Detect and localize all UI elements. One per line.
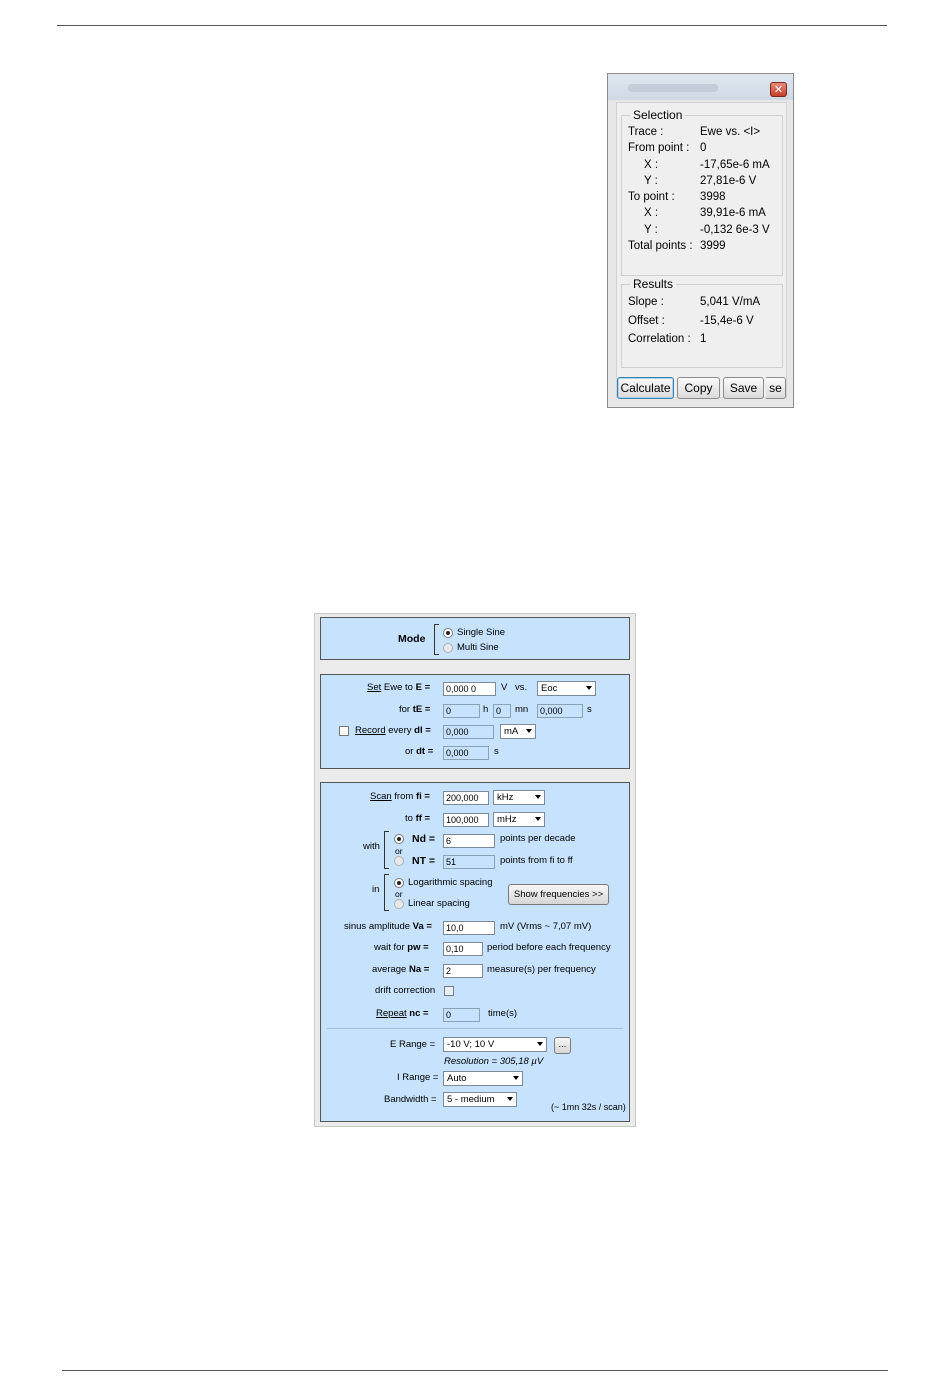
v-unit: V — [501, 682, 508, 693]
chevron-down-icon — [537, 1042, 543, 1046]
ff-unit-select[interactable]: mHz — [493, 812, 545, 827]
nt-input[interactable]: 51 — [443, 855, 495, 869]
correlation-label: Correlation : — [628, 333, 691, 345]
repeat-link[interactable]: Repeat — [376, 1008, 407, 1019]
correlation-value: 1 — [700, 333, 707, 345]
total-points-value: 3999 — [700, 240, 726, 252]
nd-desc: points per decade — [500, 833, 576, 844]
calculate-button[interactable]: Calculate — [617, 377, 674, 399]
or-label: or — [395, 846, 403, 856]
to-point-value: 3998 — [700, 191, 726, 203]
to-point-label: To point : — [628, 191, 675, 203]
va-unit: mV (Vrms ~ 7,07 mV) — [500, 921, 592, 932]
from-point-value: 0 — [700, 142, 707, 154]
bottom-rule — [62, 1370, 888, 1371]
resolution-text: Resolution = 305,18 µV — [444, 1056, 544, 1067]
nc-input[interactable]: 0 — [443, 1008, 480, 1022]
lin-spacing-radio[interactable] — [394, 899, 404, 909]
ff-input[interactable]: 100,000 — [443, 813, 489, 827]
minutes-input[interactable]: 0 — [493, 704, 511, 718]
set-link[interactable]: Set — [367, 682, 382, 693]
seconds-input[interactable]: 0,000 — [537, 704, 583, 718]
di-input[interactable]: 0,000 — [443, 725, 494, 739]
selection-legend: Selection — [630, 108, 685, 122]
chevron-down-icon — [586, 686, 592, 690]
reference-select[interactable]: Eoc — [537, 681, 596, 696]
set-potential-box: Set Ewe to E = 0,000 0 V vs. Eoc for tE = 0 h 0 mn 0,000 s Record every dI = 0,000 mA or dt = 0,000 s — [320, 674, 630, 769]
window-titlebar[interactable] — [608, 74, 793, 100]
bandwidth-label: Bandwidth = — [384, 1094, 437, 1105]
close-icon[interactable]: ✕ — [770, 82, 787, 97]
nc-unit: time(s) — [488, 1008, 518, 1019]
record-checkbox[interactable] — [339, 726, 349, 736]
di-unit-select[interactable]: mA — [500, 724, 536, 739]
i-range-select[interactable]: Auto — [443, 1071, 523, 1086]
e-range-label: E Range = — [390, 1039, 436, 1050]
log-spacing-label: Logarithmic spacing — [408, 877, 493, 888]
va-input[interactable]: 10,0 — [443, 921, 495, 935]
scan-link[interactable]: Scan — [370, 791, 392, 802]
scan-box: Scan from fi = 200,000 kHz to ff = 100,000 mHz with Nd = 6 points per decade or NT = 51 points from fi to ff in Logarithmic spacing or Linear spacing Show frequencies >> sinus amplitude Va = 10,0 mV (Vrms ~ 7,07 mV) wait for pw = 0,10 period before each frequency average Na = 2 measure(s) per frequency drift correction Repeat nc = 0 time(s) E Range = -10 V; 10 V ... Resolution = 305,18 µV I Range = Auto Bandwidth = 5 - medium (~ 1mn 32s / scan) — [320, 782, 630, 1122]
record-link[interactable]: Record — [355, 725, 386, 736]
dt-unit: s — [494, 746, 499, 757]
more-options-button[interactable]: ... — [554, 1037, 571, 1054]
mn-unit: mn — [515, 704, 529, 715]
offset-label: Offset : — [628, 315, 665, 327]
from-point-label: From point : — [628, 142, 690, 154]
chevron-down-icon — [507, 1097, 513, 1101]
lin-spacing-label: Linear spacing — [408, 898, 470, 909]
show-frequencies-button[interactable]: Show frequencies >> — [508, 884, 609, 905]
single-sine-radio[interactable] — [443, 628, 453, 638]
chevron-down-icon — [535, 817, 541, 821]
top-rule — [57, 25, 887, 26]
i-range-label: I Range = — [397, 1072, 439, 1083]
slope-value: 5,041 V/mA — [700, 296, 761, 308]
or-label: or — [395, 889, 403, 899]
divider — [327, 1028, 623, 1029]
nt-desc: points from fi to ff — [500, 855, 573, 866]
mode-label: Mode — [398, 633, 426, 645]
scan-duration-text: (~ 1mn 32s / scan) — [551, 1102, 626, 1112]
na-desc: measure(s) per frequency — [487, 964, 596, 975]
mode-box — [320, 617, 630, 660]
na-input[interactable]: 2 — [443, 964, 483, 978]
from-y-label: Y : — [644, 175, 658, 187]
drift-checkbox[interactable] — [444, 986, 454, 996]
nd-input[interactable]: 6 — [443, 834, 495, 848]
to-x-label: X : — [644, 207, 659, 219]
with-label: with — [363, 841, 380, 852]
drift-label: drift correction — [375, 985, 436, 996]
chevron-down-icon — [513, 1076, 519, 1080]
eis-parameters-panel — [314, 613, 636, 1127]
copy-button[interactable]: Copy — [677, 377, 720, 399]
trace-value: Ewe vs. <I> — [700, 126, 761, 138]
close-button[interactable]: se — [766, 377, 786, 399]
s-unit: s — [587, 704, 592, 715]
total-points-label: Total points : — [628, 240, 693, 252]
single-sine-label: Single Sine — [457, 627, 506, 638]
e-range-select[interactable]: -10 V; 10 V — [443, 1037, 547, 1052]
multi-sine-radio[interactable] — [443, 643, 453, 653]
pw-input[interactable]: 0,10 — [443, 942, 483, 956]
multi-sine-label: Multi Sine — [457, 642, 499, 653]
from-y-value: 27,81e-6 V — [700, 175, 757, 187]
from-x-label: X : — [644, 159, 659, 171]
nd-radio[interactable] — [394, 834, 404, 844]
log-spacing-radio[interactable] — [394, 878, 404, 888]
fi-unit-select[interactable]: kHz — [493, 790, 545, 805]
hours-input[interactable]: 0 — [443, 704, 480, 718]
pw-desc: period before each frequency — [487, 942, 611, 953]
slope-label: Slope : — [628, 296, 664, 308]
save-button[interactable]: Save — [723, 377, 764, 399]
in-label: in — [372, 884, 380, 895]
to-x-value: 39,91e-6 mA — [700, 207, 766, 219]
results-legend: Results — [630, 277, 676, 291]
h-unit: h — [483, 704, 489, 715]
fit-window-body — [616, 102, 787, 398]
chevron-down-icon — [535, 795, 541, 799]
e-value-input[interactable]: 0,000 0 — [443, 682, 496, 696]
to-y-label: Y : — [644, 224, 658, 236]
nt-radio[interactable] — [394, 856, 404, 866]
from-x-value: -17,65e-6 mA — [700, 159, 770, 171]
offset-value: -15,4e-6 V — [700, 315, 754, 327]
trace-label: Trace : — [628, 126, 664, 138]
to-y-value: -0,132 6e-3 V — [700, 224, 770, 236]
fi-input[interactable]: 200,000 — [443, 791, 489, 805]
chevron-down-icon — [526, 729, 532, 733]
vs-label: vs. — [515, 682, 528, 693]
dt-input[interactable]: 0,000 — [443, 746, 489, 760]
bandwidth-select[interactable]: 5 - medium — [443, 1092, 517, 1107]
fit-window — [607, 73, 794, 408]
